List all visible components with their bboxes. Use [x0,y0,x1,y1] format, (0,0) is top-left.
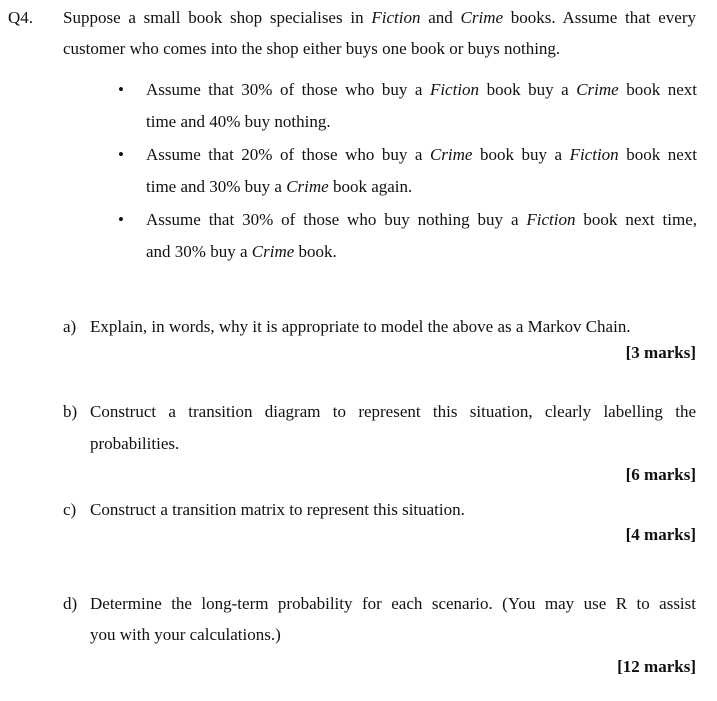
bullet-text: book buy a [479,80,577,99]
part-c-marks: [4 marks] [625,525,696,544]
bullet-2-line-1 [146,145,697,165]
part-b-text-2: probabilities. [90,434,180,453]
intro-line-2: customer who comes into the shop either buys one book or buys nothing. [63,39,561,58]
bullet-text: book next [618,80,697,99]
intro-fiction: Fiction [371,8,421,27]
part-a-text: Explain, in words, why it is appropriate to model the above as a Markov Chain. [90,317,631,336]
part-d-marks: [12 marks] [617,657,696,676]
bullet-text: and 30% buy a [146,242,252,261]
bullet-2-line-2 [146,177,412,197]
bullet-text: time and 30% buy a [146,177,287,196]
part-d-text: Determine the long-term probability for each scenario. (You may use R to assist [90,594,696,613]
intro-text: books. Assume that every [503,8,696,27]
part-b-label: b) [63,402,78,421]
bullet-text: Assume that 20% of those who buy a [146,145,430,164]
bullet-text: book buy a [472,145,570,164]
bullet-dot: • [118,80,124,99]
bullet-text: book again. [328,177,413,196]
bullet-3-line-2 [146,242,337,262]
part-d-text-2: you with your calculations.) [90,625,281,644]
bullet-text: book. [294,242,337,261]
bullet-fiction: Fiction [526,210,576,229]
bullet-dot: • [118,210,124,229]
bullet-crime: Crime [286,177,329,196]
bullet-fiction: Fiction [429,80,480,99]
bullet-crime: Crime [576,80,619,99]
part-c-text: Construct a transition matrix to represent this situation. [90,500,465,519]
intro-line-1 [63,8,696,28]
bullet-crime: Crime [429,145,473,164]
part-b-marks: [6 marks] [625,465,696,484]
bullet-text: book next [618,145,697,164]
intro-text: Suppose a small book shop specialises in [63,8,372,27]
bullet-text: Assume that 30% of those who buy a [146,80,430,99]
part-d-text-1 [90,594,696,614]
bullet-3-line-1 [146,210,697,230]
part-a-label: a) [63,317,77,336]
bullet-1-line-1 [146,80,697,100]
part-b-text: Construct a transition diagram to represent this situation, clearly labelling the [90,402,696,421]
bullet-text: book next time, [575,210,697,229]
bullet-1-line-2: time and 40% buy nothing. [146,112,331,131]
bullet-fiction: Fiction [569,145,619,164]
intro-crime: Crime [460,8,504,27]
part-d-label: d) [63,594,78,613]
part-a-marks: [3 marks] [625,343,696,362]
part-c-label: c) [63,500,77,519]
intro-text: and [420,8,461,27]
bullet-text: Assume that 30% of those who buy nothing buy a [146,210,527,229]
question-number: Q4. [8,8,34,27]
bullet-crime: Crime [251,242,295,261]
bullet-dot: • [118,145,124,164]
part-b-text-1 [90,402,696,422]
